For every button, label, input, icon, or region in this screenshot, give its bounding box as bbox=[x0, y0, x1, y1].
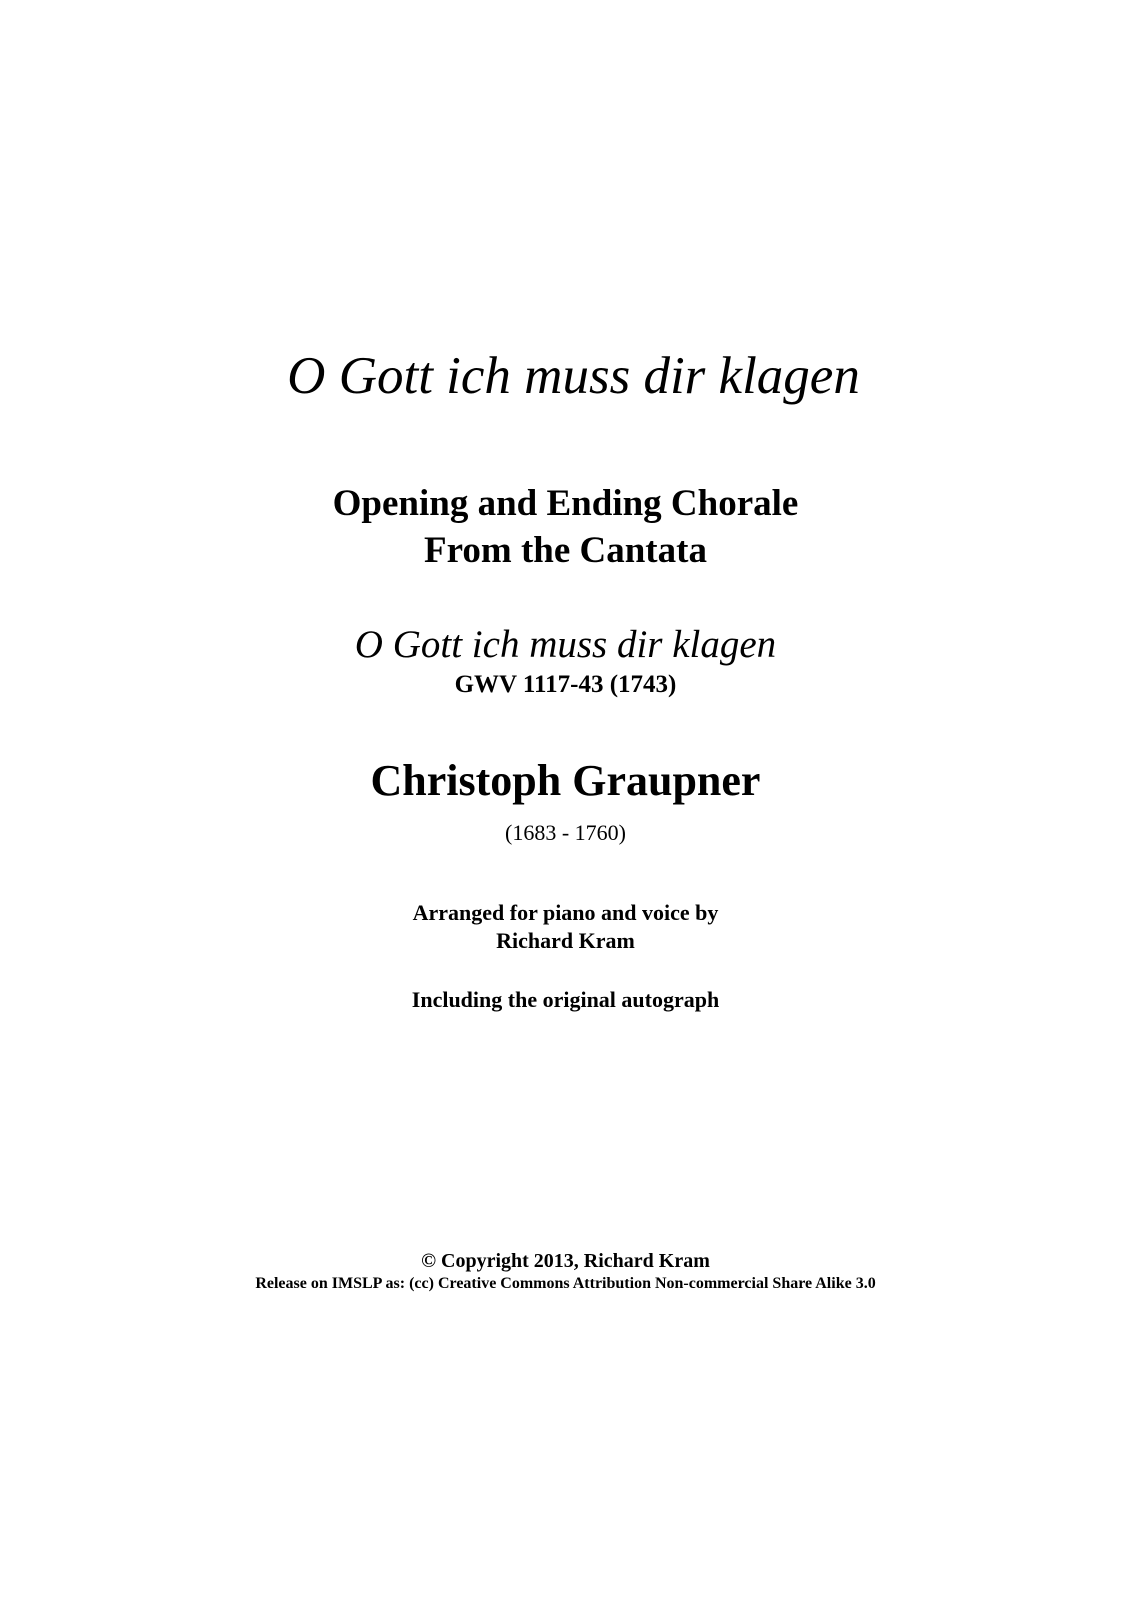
composer-dates: (1683 - 1760) bbox=[505, 820, 626, 845]
arranger-name: Richard Kram bbox=[496, 928, 635, 953]
cantata-title: O Gott ich muss dir klagen bbox=[354, 623, 777, 666]
catalog-number: GWV 1117-43 (1743) bbox=[454, 671, 677, 698]
subtitle-line-1: Opening and Ending Chorale bbox=[332, 483, 799, 524]
arrangement-line-1: Arranged for piano and voice by bbox=[412, 900, 719, 925]
composer-name: Christoph Graupner bbox=[370, 756, 761, 805]
license-notice: Release on IMSLP as: (cc) Creative Commons Attribution Non-commercial Share Alike 3.0 bbox=[255, 1275, 876, 1292]
subtitle-line-2: From the Cantata bbox=[424, 530, 707, 571]
autograph-note: Including the original autograph bbox=[411, 987, 720, 1012]
copyright-notice: © Copyright 2013, Richard Kram bbox=[421, 1250, 710, 1272]
main-title: O Gott ich muss dir klagen bbox=[287, 347, 860, 405]
